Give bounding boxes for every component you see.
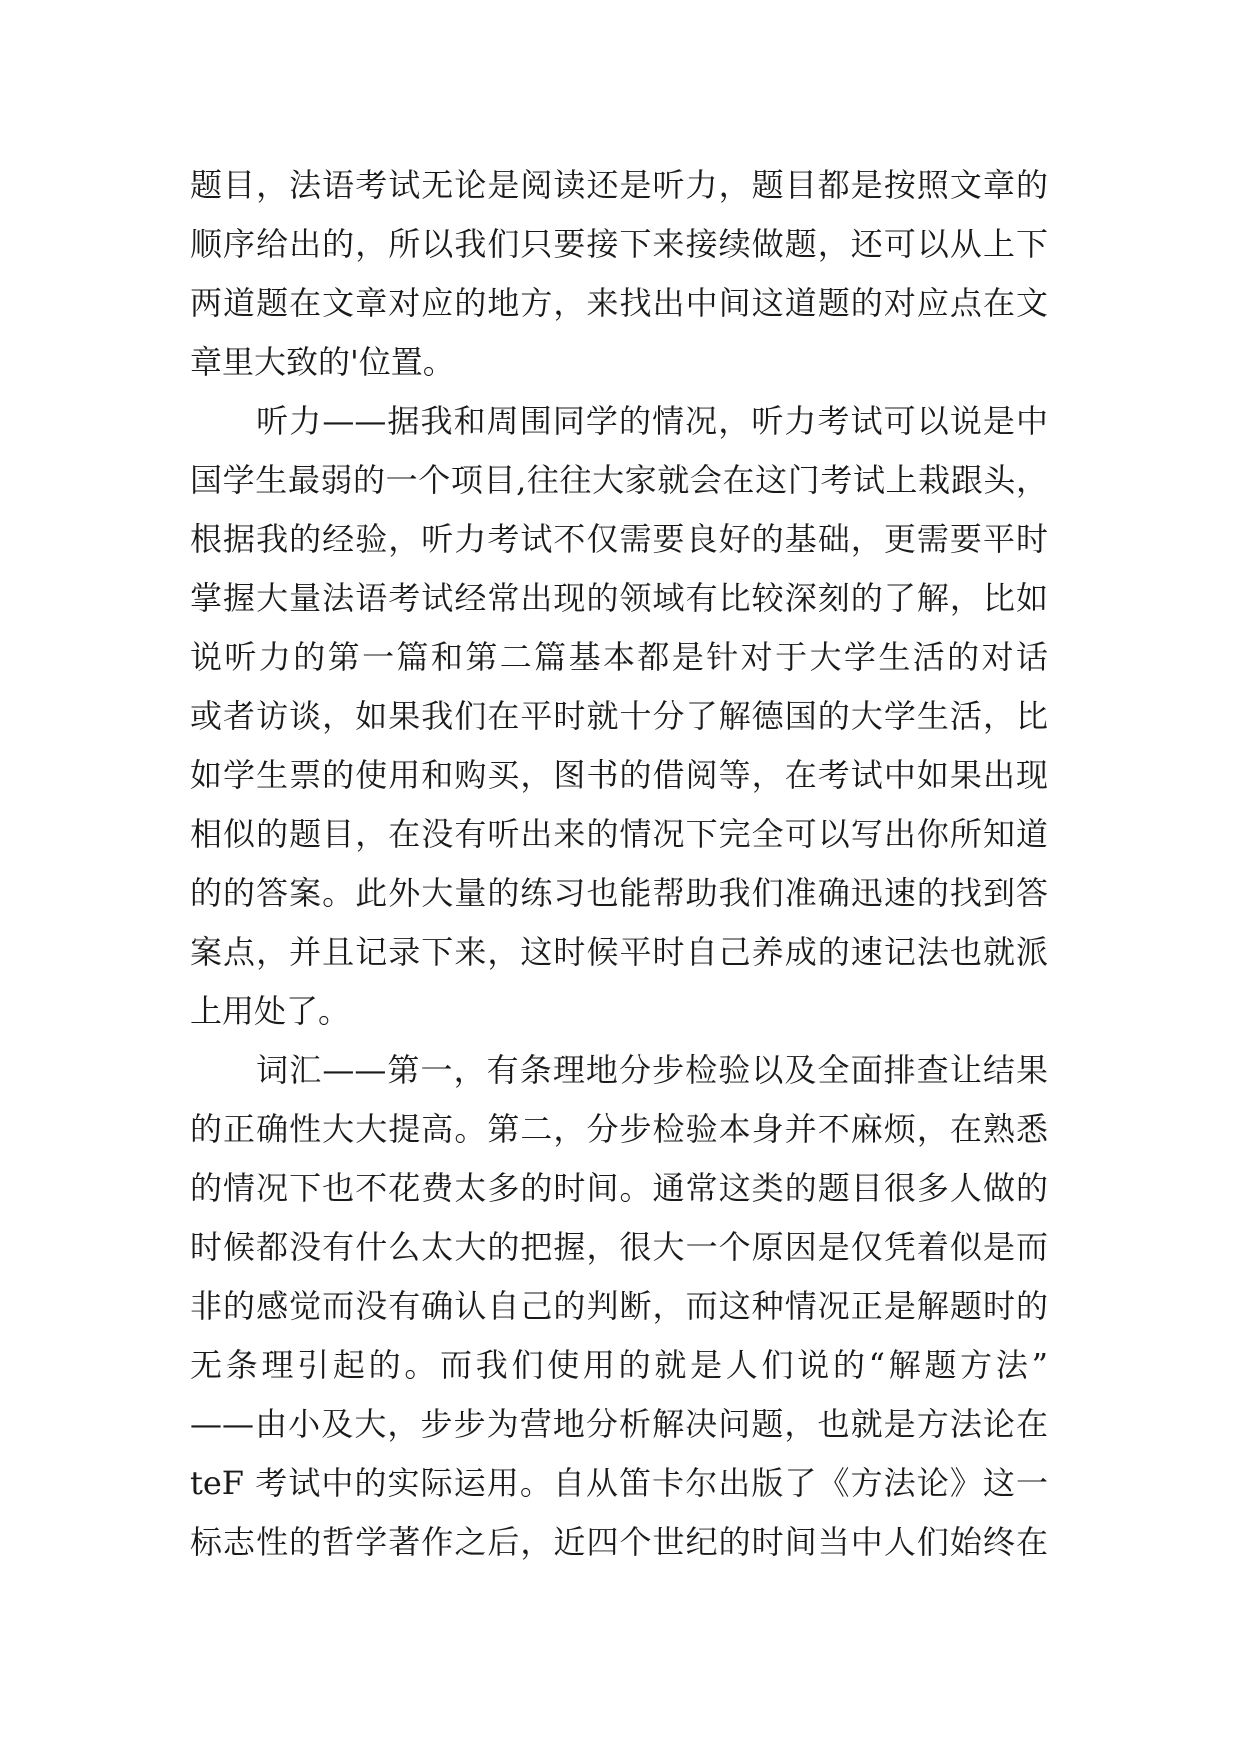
text-line: 相似的题目，在没有听出来的情况下完全可以写出你所知道 xyxy=(190,815,1048,853)
text-line: 听力——据我和周围同学的情况，听力考试可以说是中 xyxy=(190,402,1048,440)
text-line: 标志性的哲学著作之后，近四个世纪的时间当中人们始终在 xyxy=(190,1523,1048,1561)
text-line: 国学生最弱的一个项目,往往大家就会在这门考试上栽跟头， xyxy=(190,461,1048,499)
text-line: 非的感觉而没有确认自己的判断，而这种情况正是解题时的 xyxy=(190,1287,1048,1325)
text-line: 时候都没有什么太大的把握，很大一个原因是仅凭着似是而 xyxy=(190,1228,1048,1266)
text-line: 根据我的经验，听力考试不仅需要良好的基础，更需要平时 xyxy=(190,520,1048,558)
text-line: 无条理引起的。而我们使用的就是人们说的“解题方法” xyxy=(190,1346,1048,1384)
text-line: ——由小及大，步步为营地分析解决问题，也就是方法论在 xyxy=(190,1405,1048,1443)
text-line: 上用处了。 xyxy=(190,992,351,1030)
text-line: 顺序给出的，所以我们只要接下来接续做题，还可以从上下 xyxy=(190,225,1048,263)
text-line: 题目，法语考试无论是阅读还是听力，题目都是按照文章的 xyxy=(190,166,1048,204)
text-line: 的情况下也不花费太多的时间。通常这类的题目很多人做的 xyxy=(190,1169,1048,1207)
body-text xyxy=(190,156,1048,1572)
text-line: 词汇——第一，有条理地分步检验以及全面排查让结果 xyxy=(190,1051,1048,1089)
text-line: 案点，并且记录下来，这时候平时自己养成的速记法也就派 xyxy=(190,933,1048,971)
text-line: 的正确性大大提高。第二，分步检验本身并不麻烦，在熟悉 xyxy=(190,1110,1048,1148)
text-line: 的的答案。此外大量的练习也能帮助我们准确迅速的找到答 xyxy=(190,874,1048,912)
text-line: 或者访谈，如果我们在平时就十分了解德国的大学生活，比 xyxy=(190,697,1048,735)
text-line: 说听力的第一篇和第二篇基本都是针对于大学生活的对话 xyxy=(190,638,1048,676)
text-line: 章里大致的'位置。 xyxy=(190,343,455,381)
text-line: 两道题在文章对应的地方，来找出中间这道题的对应点在文 xyxy=(190,284,1048,322)
text-line: teF 考试中的实际运用。自从笛卡尔出版了《方法论》这一 xyxy=(190,1464,1048,1502)
text-line: 如学生票的使用和购买，图书的借阅等，在考试中如果出现 xyxy=(190,756,1048,794)
text-line: 掌握大量法语考试经常出现的领域有比较深刻的了解，比如 xyxy=(190,579,1048,617)
